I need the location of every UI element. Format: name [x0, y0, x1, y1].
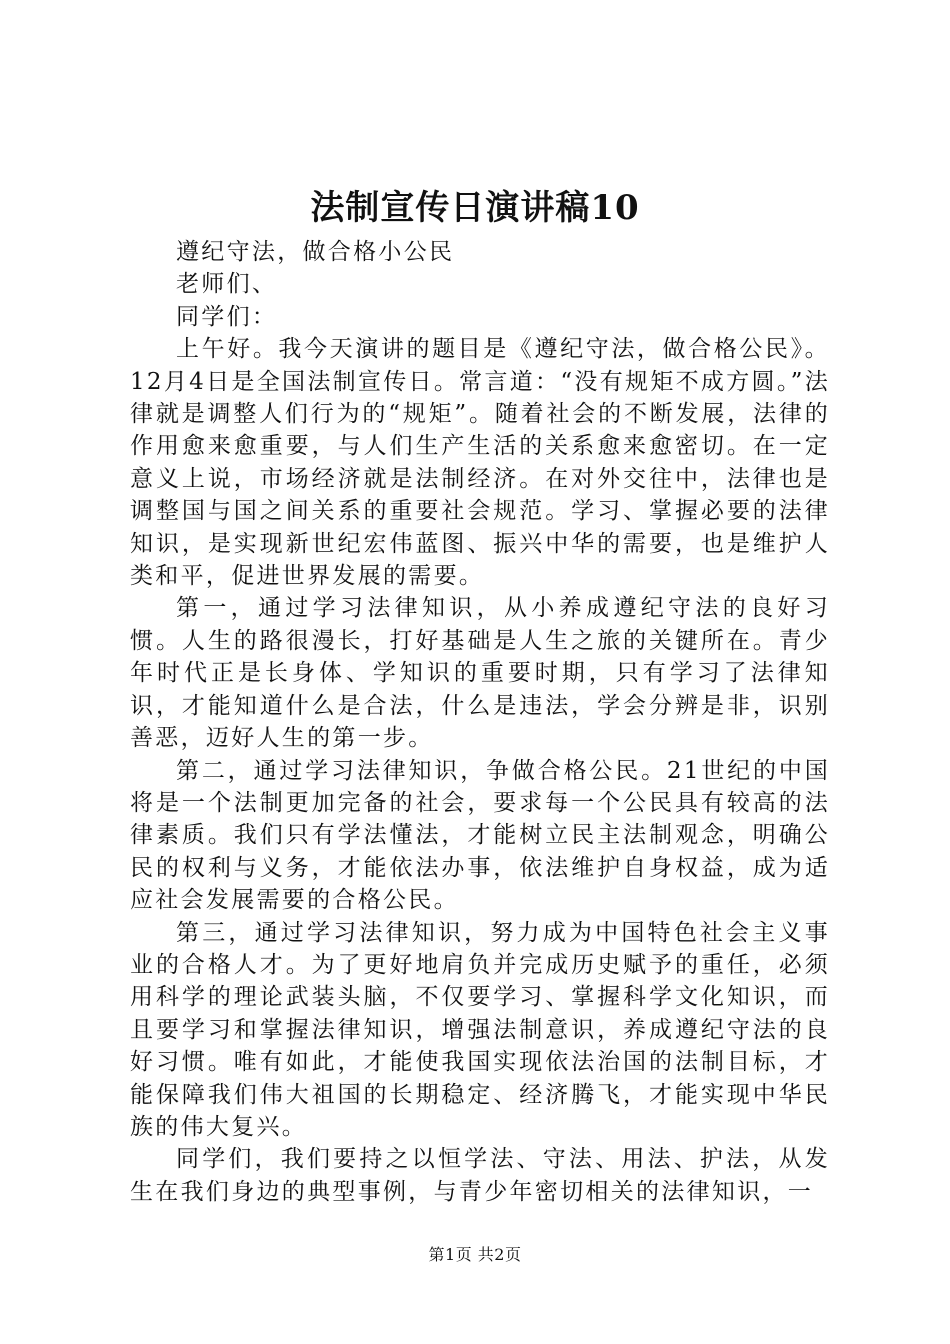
paragraph-intro: 上午好。我今天演讲的题目是《遵纪守法，做合格公民》。12月4日是全国法制宣传日。常言道：“没有规矩不成方圆。”法律就是调整人们行为的“规矩”。随着社会的不断发展，法律的作用愈来愈重要，与人们生产生活的关系愈来愈密切。在一定意义上说，市场经济就是法制经济。在对外交往中，法律也是调整国与国之间关系的重要社会规范。学习、掌握必要的法律知识，是实现新世纪宏伟蓝图、振兴中华的需要，也是维护人类和平，促进世界发展的需要。	[130, 336, 830, 590]
speech-subtitle: 遵纪守法，做合格小公民	[176, 239, 455, 265]
document-title: 法制宣传日演讲稿10	[310, 188, 640, 228]
paragraph-third-point: 第三，通过学习法律知识，努力成为中国特色社会主义事业的合格人才。为了更好地肩负并完成历史赋予的重任，必须用科学的理论武装头脑，不仅要学习、掌握科学文化知识，而且要学习和掌握法律知识，增强法制意识，养成遵纪守法的良好习惯。唯有如此，才能使我国实现依法治国的法制目标，才能保障我们伟大祖国的长期稳定、经济腾飞，才能实现中华民族的伟大复兴。	[130, 919, 830, 1140]
paragraph-second-point: 第二，通过学习法律知识，争做合格公民。21世纪的中国将是一个法制更加完备的社会，要求每一个公民具有较高的法律素质。我们只有学法懂法，才能树立民主法制观念，明确公民的权利与义务，才能依法办事，依法维护自身权益，成为适应社会发展需要的合格公民。	[130, 757, 830, 914]
salutation-students: 同学们：	[176, 303, 278, 330]
paragraph-closing: 同学们，我们要持之以恒学法、守法、用法、护法，从发生在我们身边的典型事例，与青少年密切相关的法律知识，一	[130, 1146, 830, 1205]
paragraph-first-point: 第一，通过学习法律知识，从小养成遵纪守法的良好习惯。人生的路很漫长，打好基础是人生之旅的关键所在。青少年时代正是长身体、学知识的重要时期，只有学习了法律知识，才能知道什么是合法，什么是违法，学会分辨是非，识别善恶，迈好人生的第一步。	[130, 595, 830, 752]
page-number-footer: 第1页 共2页	[428, 1245, 522, 1264]
document-body	[130, 236, 830, 1208]
salutation-teachers: 老师们、	[176, 271, 278, 298]
